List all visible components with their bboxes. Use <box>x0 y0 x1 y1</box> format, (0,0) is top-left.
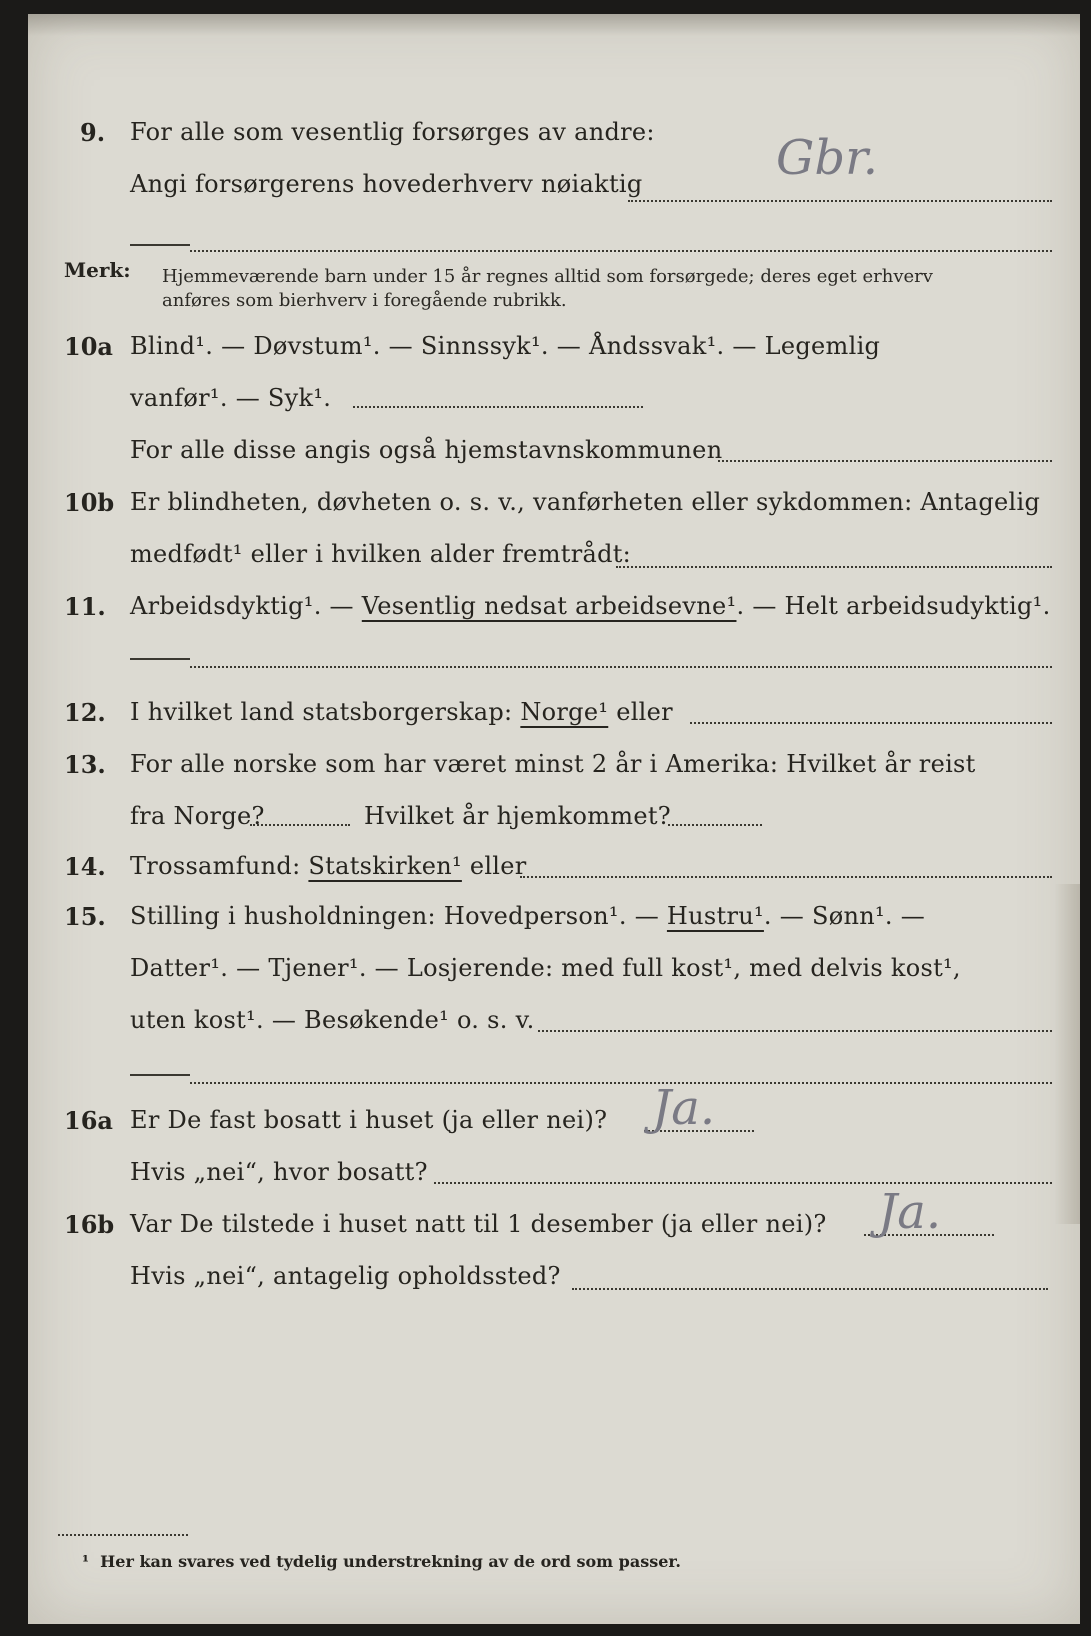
footnote-mark: ¹ <box>82 1552 90 1571</box>
question-10a-line3: For alle disse angis også hjemstavnskommunen <box>130 436 723 464</box>
form-page <box>28 14 1080 1624</box>
question-16b-line1: Var De tilstede i huset natt til 1 desember (ja eller nei)? <box>130 1210 827 1238</box>
note-label: Merk: <box>64 258 131 282</box>
question-11-number: 11. <box>64 592 106 621</box>
question-10b-answer-line <box>616 566 1052 568</box>
question-9-number: 9. <box>80 118 106 147</box>
note-line2: anføres som bierhverv i foregående rubrikk. <box>162 290 567 311</box>
question-12-answer-line <box>690 722 1052 724</box>
question-9-line2: Angi forsørgerens hovederhverv nøiaktig <box>130 170 643 198</box>
question-12-post: eller <box>608 698 673 726</box>
question-14-answer-line <box>520 876 1052 878</box>
question-14-underlined: Statskirken¹ <box>308 852 462 880</box>
divider-dotted-2 <box>190 666 1052 668</box>
question-10b-line2: medfødt¹ eller i hvilken alder fremtrådt: <box>130 540 632 568</box>
question-10a-number: 10a <box>64 332 113 361</box>
question-11-line <box>130 592 1051 620</box>
question-16a-line1: Er De fast bosatt i huset (ja eller nei)? <box>130 1106 608 1134</box>
question-11-post: . — Helt arbeidsudyktig¹. <box>736 592 1051 620</box>
question-9-handwritten-answer: Gbr. <box>776 130 878 186</box>
question-12-line <box>130 698 673 726</box>
question-16b-handwritten-answer: Ja. <box>878 1184 942 1240</box>
question-10a-sick-line <box>353 406 643 408</box>
question-15-line1-pre: Stilling i husholdningen: Hovedperson¹. — <box>130 902 667 930</box>
question-14-pre: Trossamfund: <box>130 852 309 880</box>
question-15-underlined: Hustru¹ <box>666 902 764 930</box>
question-16a-line2: Hvis „nei“, hvor bosatt? <box>130 1158 428 1186</box>
question-10a-line2: vanfør¹. — Syk¹. <box>130 384 332 412</box>
question-14-post: eller <box>461 852 527 880</box>
footnote-text: Her kan svares ved tydelig understrekning av de ord som passer. <box>100 1552 681 1571</box>
question-14-line <box>130 852 527 880</box>
divider-short-3 <box>130 1074 190 1076</box>
question-10a-line1: Blind¹. — Døvstum¹. — Sinnssyk¹. — Åndssvak¹. — Legemlig <box>130 332 881 360</box>
question-16b-line2: Hvis „nei“, antagelig opholdssted? <box>130 1262 561 1290</box>
question-11-underlined: Vesentlig nedsat arbeidsevne¹ <box>361 592 737 620</box>
question-15-line3: uten kost¹. — Besøkende¹ o. s. v. <box>130 1006 535 1034</box>
footnote-rule <box>58 1534 188 1536</box>
question-9-answer-line <box>628 200 1052 202</box>
question-12-number: 12. <box>64 698 106 727</box>
question-16a-number: 16a <box>64 1106 113 1135</box>
note-line1: Hjemmeværende barn under 15 år regnes alltid som forsørgede; deres eget erhverv <box>162 266 933 287</box>
question-16a-where-line <box>434 1182 1052 1184</box>
question-15-line1 <box>130 902 925 930</box>
question-11-pre: Arbeidsdyktig¹. — <box>130 592 362 620</box>
question-13-line2b: Hvilket år hjemkommet? <box>364 802 671 830</box>
divider-dotted <box>190 250 1052 252</box>
question-16a-handwritten-answer: Ja. <box>652 1080 716 1136</box>
question-15-answer-line <box>538 1030 1052 1032</box>
question-14-number: 14. <box>64 852 106 881</box>
question-15-number: 15. <box>64 902 106 931</box>
divider-short-2 <box>130 658 190 660</box>
top-shadow <box>28 14 1080 36</box>
question-10b-number: 10b <box>64 488 115 517</box>
question-10b-line1: Er blindheten, døvheten o. s. v., vanførheten eller sykdommen: Antagelig <box>130 488 1041 516</box>
question-13-line1: For alle norske som har været minst 2 år i Amerika: Hvilket år reist <box>130 750 976 778</box>
question-13-number: 13. <box>64 750 106 779</box>
question-15-line2: Datter¹. — Tjener¹. — Losjerende: med full kost¹, med delvis kost¹, <box>130 954 961 982</box>
page-fold <box>1054 884 1080 1224</box>
question-9-line1: For alle som vesentlig forsørges av andre: <box>130 118 655 146</box>
question-15-line1-post: . — Sønn¹. — <box>763 902 926 930</box>
question-13-return-line <box>668 824 762 826</box>
question-16b-number: 16b <box>64 1210 115 1239</box>
footnote <box>82 1552 681 1571</box>
divider-dotted-3 <box>190 1082 1052 1084</box>
question-10a-municipality-line <box>718 460 1052 462</box>
question-13-line2a: fra Norge? <box>130 802 265 830</box>
question-12-underlined: Norge¹ <box>520 698 609 726</box>
question-12-pre: I hvilket land statsborgerskap: <box>130 698 521 726</box>
question-13-departure-line <box>250 824 350 826</box>
question-16b-location-line <box>572 1288 1048 1290</box>
divider-short <box>130 244 190 246</box>
